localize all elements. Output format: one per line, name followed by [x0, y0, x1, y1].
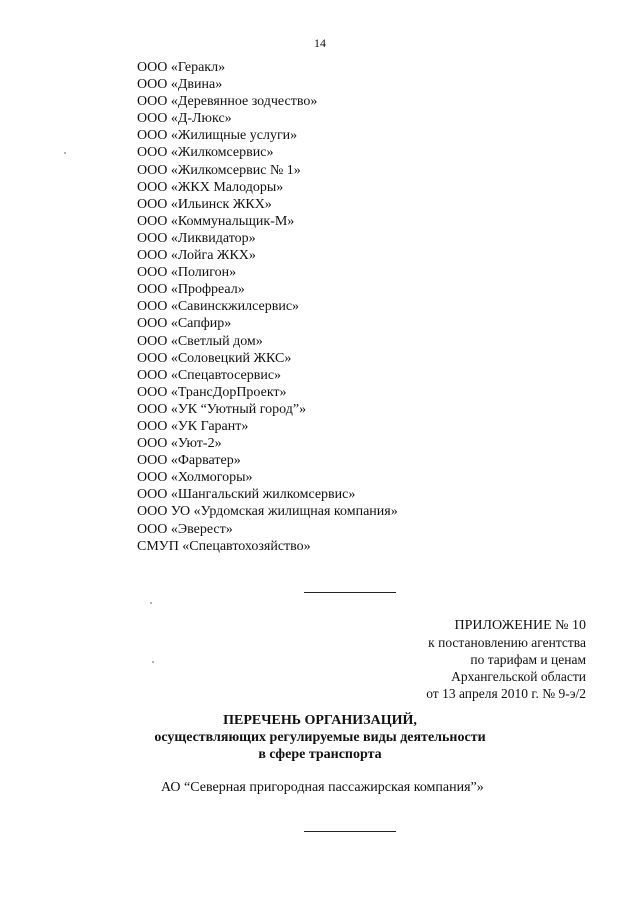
appendix-date-line: от 13 апреля 2010 г. № 9-э/2	[426, 686, 586, 701]
organization-item: ООО «Холмогоры»	[137, 470, 253, 486]
section-divider	[304, 592, 396, 593]
organization-item: ООО УО «Урдомская жилищная компания»	[137, 504, 398, 520]
organization-item: ООО «УК Гарант»	[137, 418, 249, 434]
heading-title: ПЕРЕЧЕНЬ ОРГАНИЗАЦИЙ,	[223, 713, 417, 728]
organization-item: ООО «УК “Уютный город”»	[137, 401, 307, 417]
scan-speck	[152, 661, 154, 663]
transport-organization: АО “Северная пригородная пассажирская компания”»	[161, 780, 484, 795]
organization-item: ООО «Соловецкий ЖКС»	[137, 350, 292, 366]
organization-item: ООО «Эверест»	[137, 521, 233, 537]
organization-item: ООО «Профреал»	[137, 282, 245, 298]
organization-item: ООО «Жилкомсервис № 1»	[137, 162, 301, 178]
document-heading	[0, 712, 640, 763]
organization-item: ООО «Спецавтосервис»	[137, 367, 282, 383]
organization-item: ООО «Ильинск ЖКХ»	[137, 196, 272, 212]
heading-subtitle: осуществляющих регулируемые виды деятельности	[154, 730, 486, 745]
page-number: 14	[314, 36, 326, 50]
organization-item: ООО «Лойга ЖКХ»	[137, 248, 256, 264]
organization-item: ООО «Шангальский жилкомсервис»	[137, 487, 356, 503]
organization-item: ООО «Геракл»	[137, 60, 226, 75]
organization-item: СМУП «Спецавтохозяйство»	[137, 538, 311, 554]
organization-item: ООО «Светлый дом»	[137, 333, 263, 349]
organization-item: ООО «Сапфир»	[137, 316, 232, 332]
organization-item: ООО «Д-Люкс»	[137, 111, 232, 127]
organization-item: ООО «Коммунальщик-М»	[137, 213, 295, 229]
end-divider	[304, 831, 396, 832]
organization-item: ООО «Полигон»	[137, 265, 237, 281]
organization-item: ООО «Савинскжилсервис»	[137, 299, 300, 315]
organization-item: ООО «Жилищные услуги»	[137, 128, 298, 144]
heading-subtitle: в сфере транспорта	[258, 747, 382, 762]
organization-list	[137, 59, 398, 555]
organization-item: ООО «Деревянное зодчество»	[137, 94, 318, 110]
organization-item: ООО «Фарватер»	[137, 453, 241, 469]
organization-item: ООО «ТрансДорПроект»	[137, 384, 287, 400]
scan-speck	[64, 152, 66, 154]
organization-item: ООО «Уют-2»	[137, 436, 222, 452]
organization-item: ООО «Жилкомсервис»	[137, 145, 274, 161]
appendix-line: Архангельской области	[451, 669, 586, 684]
appendix-line: к постановлению агентства	[428, 635, 586, 650]
organization-item: ООО «ЖКХ Малодоры»	[137, 179, 284, 195]
appendix-line: по тарифам и ценам	[470, 652, 586, 667]
appendix-title: ПРИЛОЖЕНИЕ № 10	[454, 618, 586, 633]
scan-speck	[150, 602, 152, 604]
appendix-header	[426, 617, 586, 702]
organization-item: ООО «Ликвидатор»	[137, 230, 256, 246]
organization-item: ООО «Двина»	[137, 77, 223, 93]
